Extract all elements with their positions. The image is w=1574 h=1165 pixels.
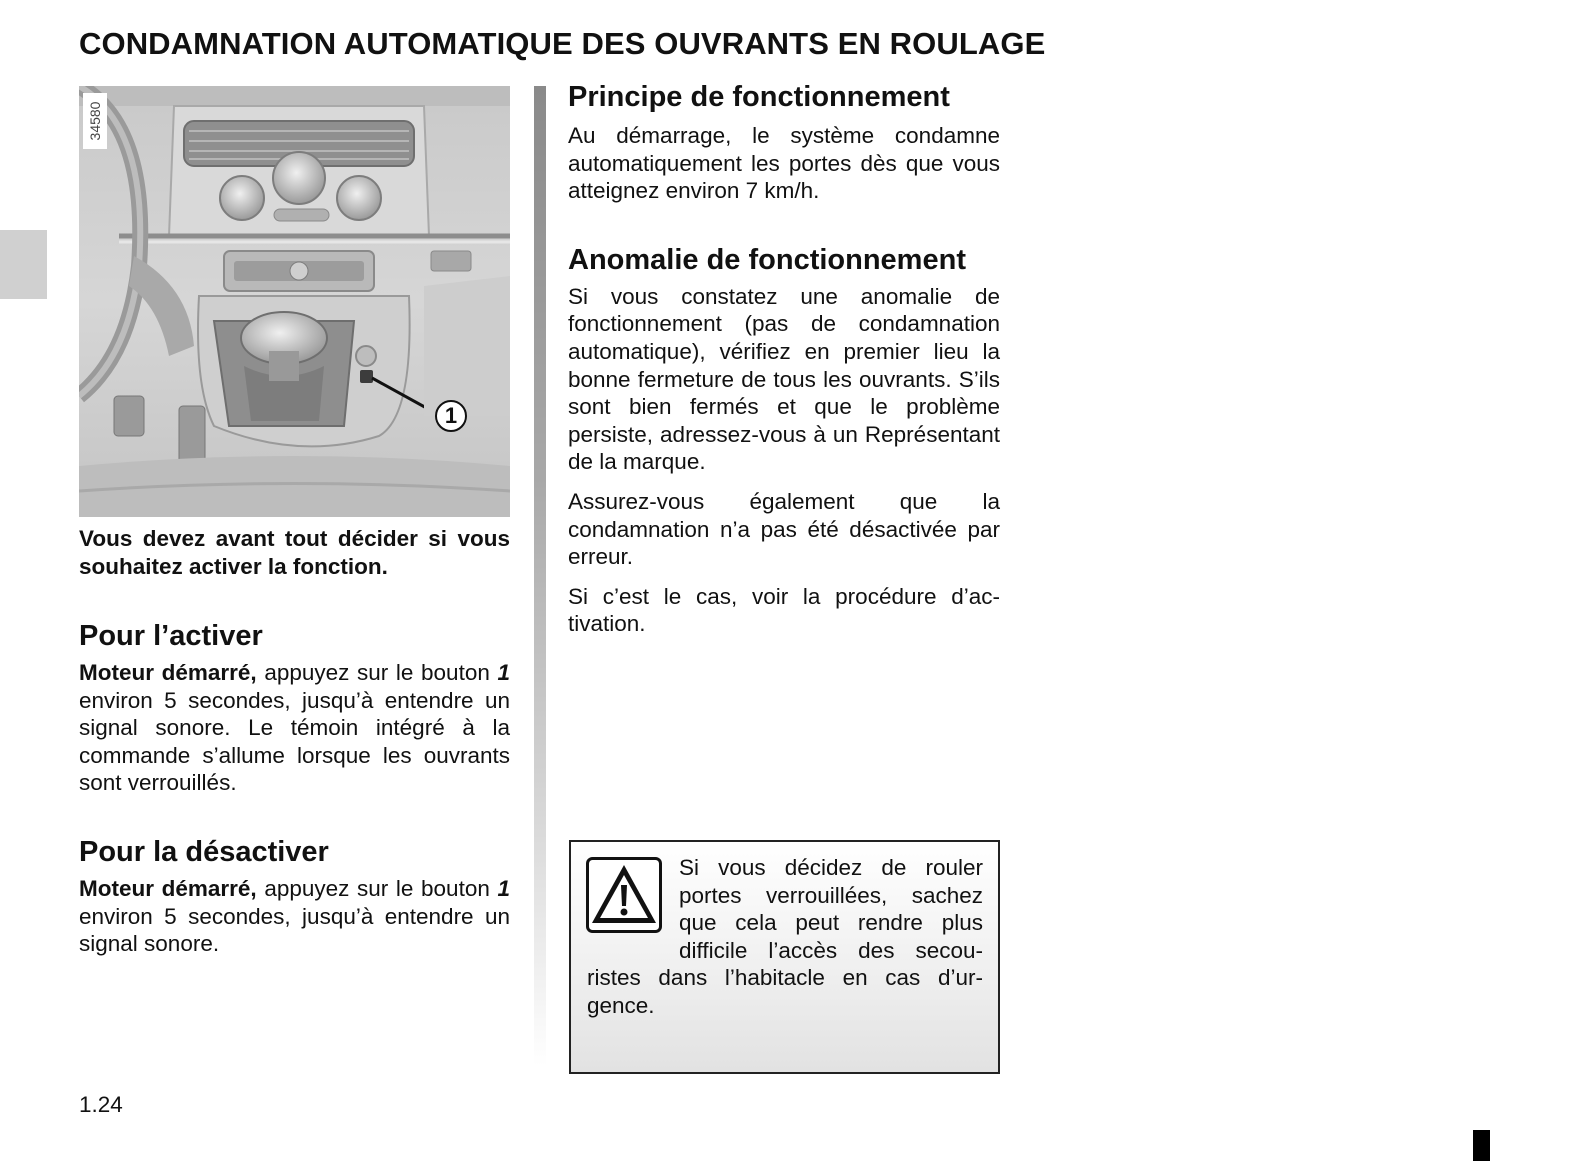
dashboard-illustration <box>79 86 510 517</box>
section-end-mark <box>1473 1130 1490 1161</box>
activate-text: Moteur démarré, appuyez sur le bouton 1 environ 5 secondes, jusqu’à entendre un signal sonore. Le témoin intégré à la commande s’allume lorsque les ouvrants sont verrouillés. <box>79 660 510 796</box>
deactivate-heading: Pour la désactiver <box>79 835 329 868</box>
warning-box <box>569 840 1000 1074</box>
anomaly-check-text: Assurez-vous également que la condamnation n’a pas été désactivée par erreur. <box>568 488 1000 570</box>
figure-callout: 1 <box>435 400 467 432</box>
page-number: 1.24 <box>79 1092 123 1117</box>
deactivate-text: Moteur démarré, appuyez sur le bouton 1 environ 5 secondes, jusqu’à entendre un signal sonore. <box>79 875 510 957</box>
principle-text: Au démarrage, le système condamne automatiquement les portes dès que vous atteignez environ 7 km/h. <box>568 123 1000 204</box>
warning-text: Si vous décidez de rouler portes verrouillées, sachez que cela peut rendre plus difficile l’accès des secouristes dans l’habitacle en cas d’urgence. <box>587 855 983 1018</box>
activate-heading: Pour l’activer <box>79 620 263 652</box>
anomaly-procedure-text: Si c’est le cas, voir la procédure d’activation. <box>568 583 1000 637</box>
right-column <box>568 80 1000 638</box>
anomaly-text: Si vous constatez une anomalie de fonctionnement (pas de condamnation automatique), vérifiez en premier lieu la bonne fermeture de tous les ouvrants. S’ils sont bien fermés et que le problème persiste, adressez-vous à un Représentant de la marque. <box>568 283 1000 475</box>
page-title: CONDAMNATION AUTOMATIQUE DES OUVRANTS EN ROULAGE <box>79 26 1046 61</box>
column-divider-bar <box>534 86 546 1066</box>
warning-triangle-icon <box>586 857 662 933</box>
figure-reference-number: 34580 <box>83 93 107 149</box>
intro-note: Vous devez avant tout décider si vous souhaitez activer la fonction. <box>79 526 510 579</box>
principle-heading: Principe de fonctionnement <box>568 81 950 113</box>
left-column <box>79 525 510 958</box>
anomaly-heading: Anomalie de fonctionnement <box>568 243 966 276</box>
section-tab-marker <box>0 230 47 299</box>
